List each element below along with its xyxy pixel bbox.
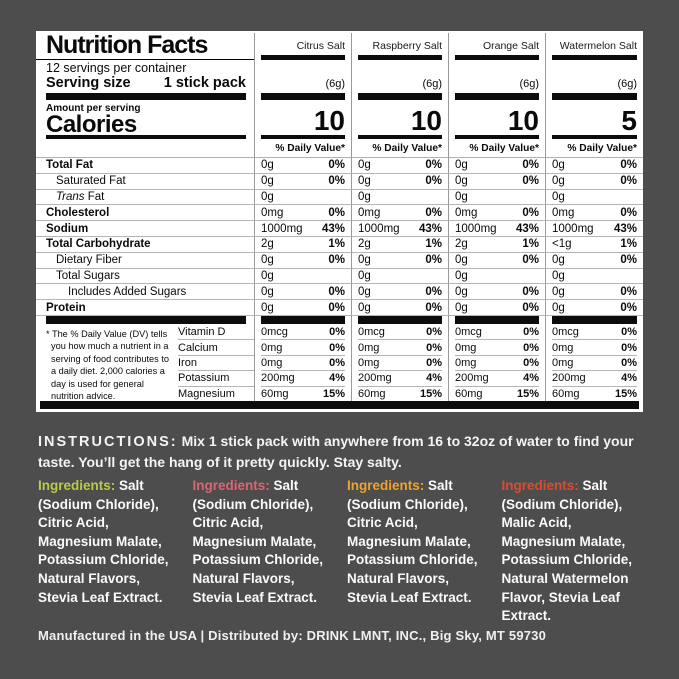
nutrient-percent: 1%	[328, 238, 345, 251]
vitamin-amount: 0mg	[261, 356, 283, 369]
nutrient-value-cell	[351, 284, 448, 300]
nutrient-value-cell	[545, 237, 643, 253]
serving-grams: (6g)	[519, 78, 539, 90]
vitamin-percent: 0%	[329, 341, 345, 354]
nutrient-amount: 0g	[261, 269, 274, 282]
vitamin-percent: 0%	[426, 326, 442, 339]
nutrient-value-cell	[254, 253, 351, 269]
daily-value-header: % Daily Value*	[372, 143, 442, 154]
vitamin-amount: 0mcg	[261, 326, 288, 339]
black-bar	[455, 93, 539, 100]
flavor-column-header	[254, 33, 351, 60]
nutrition-facts-panel	[36, 31, 643, 412]
nutrient-percent: 0%	[522, 159, 539, 172]
ingredient-column: Ingredients: Salt (Sodium Chloride), Malic Acid, Magnesium Malate, Potassium Chloride, Natural Watermelon Flavor, Stevia Leaf Extract.	[501, 478, 633, 624]
nutrient-amount: 0g	[261, 301, 274, 314]
calories-label: Calories	[46, 111, 137, 134]
nutrient-amount: 0g	[455, 285, 468, 298]
vitamin-amount: 60mg	[455, 387, 483, 400]
nutrient-percent: 0%	[425, 254, 442, 267]
nutrient-percent: 0%	[522, 254, 539, 267]
vitamin-label: Iron	[178, 356, 254, 371]
manufacturer-footer: Manufactured in the USA | Distributed by: DRINK LMNT, INC., Big Sky, MT 59730	[38, 628, 547, 643]
vitamin-amount: 0mcg	[358, 326, 385, 339]
daily-value-header-spacer	[36, 140, 254, 158]
ingredient-label: Ingredients:	[38, 478, 116, 493]
vitamin-value-row	[455, 340, 539, 355]
flavor-name: Citrus Salt	[296, 40, 345, 52]
ingredients-section	[38, 477, 642, 626]
nutrient-label: Saturated Fat	[36, 174, 254, 190]
vitamin-percent: 4%	[329, 372, 345, 385]
black-bar	[552, 135, 637, 139]
serving-info-cell	[36, 60, 254, 93]
nutrient-amount: 0g	[552, 254, 565, 267]
nutrient-amount: 0g	[261, 159, 274, 172]
nutrient-percent: 0%	[328, 285, 345, 298]
serving-size-value: 1 stick pack	[163, 75, 246, 91]
nutrient-value-cell	[448, 253, 545, 269]
calories-value: 10	[313, 105, 345, 134]
nutrient-percent: 43%	[515, 222, 539, 235]
nutrient-percent: 0%	[425, 206, 442, 219]
nutrient-percent: 1%	[522, 238, 539, 251]
nutrient-value-cell	[254, 300, 351, 316]
vitamin-value-row	[261, 325, 345, 340]
servings-per-container: 12 servings per container	[46, 61, 187, 75]
nutrient-row	[36, 205, 643, 221]
nutrient-amount: 2g	[455, 238, 468, 251]
nutrient-percent: 0%	[522, 206, 539, 219]
bar-cell	[545, 93, 643, 101]
bottom-bar	[40, 401, 639, 409]
nutrient-amount: 1000mg	[261, 222, 303, 235]
nutrient-value-cell	[448, 190, 545, 206]
nutrient-percent: 43%	[418, 222, 442, 235]
nutrient-value-cell	[545, 174, 643, 190]
flavor-column-header	[351, 33, 448, 60]
nutrient-amount: 1000mg	[358, 222, 400, 235]
vitamin-amount: 0mcg	[455, 326, 482, 339]
instructions-label: INSTRUCTIONS:	[38, 434, 178, 450]
black-bar	[455, 316, 539, 324]
flavor-calories-cell	[448, 101, 545, 134]
black-bar	[261, 135, 345, 139]
nutrient-label: Cholesterol	[36, 205, 254, 221]
vitamin-amount: 0mg	[455, 356, 477, 369]
nutrient-amount: 0g	[261, 285, 274, 298]
nutrient-percent: 0%	[425, 285, 442, 298]
daily-value-header: % Daily Value*	[567, 143, 637, 154]
vitamin-percent: 0%	[523, 326, 539, 339]
vitamin-percent: 0%	[426, 341, 442, 354]
vitamin-value-row	[552, 371, 637, 386]
daily-value-header-cell	[545, 140, 643, 158]
ingredient-column: Ingredients: Salt (Sodium Chloride), Citric Acid, Magnesium Malate, Potassium Chloride, Natural Flavors, Stevia Leaf Extract.	[192, 478, 324, 605]
vitamin-value-row	[358, 340, 442, 355]
black-bar	[46, 316, 246, 324]
vitamin-percent: 4%	[523, 372, 539, 385]
nutrient-amount: 1000mg	[455, 222, 497, 235]
nutrient-value-cell	[351, 237, 448, 253]
bar-cell	[545, 316, 643, 325]
vitamin-percent: 0%	[523, 341, 539, 354]
nutrient-row	[36, 158, 643, 174]
nutrient-value-cell	[545, 300, 643, 316]
divider-bar-row	[36, 93, 643, 101]
vitamin-value-row	[358, 371, 442, 386]
nutrition-facts-title: Nutrition Facts	[46, 33, 208, 59]
bar-cell	[254, 93, 351, 101]
vitamin-percent: 0%	[621, 356, 637, 369]
nutrient-amount: 2g	[358, 238, 371, 251]
vitamin-value-row	[455, 371, 539, 386]
black-bar	[552, 316, 637, 324]
ingredient-label: Ingredients:	[347, 478, 425, 493]
vitamin-percent: 0%	[329, 356, 345, 369]
vitamin-value-column	[351, 325, 448, 401]
nutrient-rows	[36, 158, 643, 316]
nutrient-amount: 0g	[358, 285, 371, 298]
nutrient-label: Protein	[36, 300, 254, 316]
vitamin-label: Calcium	[178, 340, 254, 355]
vitamin-percent: 0%	[426, 356, 442, 369]
vitamin-value-column	[254, 325, 351, 401]
nutrient-amount: 0g	[552, 190, 565, 203]
daily-value-header-cell	[254, 140, 351, 158]
vitamin-amount: 0mg	[552, 356, 574, 369]
vitamin-amount: 200mg	[552, 372, 586, 385]
nutrient-amount: 0g	[358, 190, 371, 203]
vitamin-value-row	[455, 387, 539, 401]
nutrient-percent: 0%	[620, 285, 637, 298]
flavor-calories-cell	[254, 101, 351, 134]
vitamin-amount: 0mg	[261, 341, 283, 354]
nutrient-value-cell	[351, 174, 448, 190]
bar-cell	[351, 316, 448, 325]
nutrient-row	[36, 190, 643, 206]
nutrient-amount: 0g	[455, 269, 468, 282]
vitamin-amount: 60mg	[552, 387, 580, 400]
nutrient-value-cell	[448, 221, 545, 237]
daily-value-header-cell	[448, 140, 545, 158]
nutrient-amount: 1000mg	[552, 222, 594, 235]
nutrient-percent: 0%	[328, 175, 345, 188]
daily-value-footnote: * The % Daily Value (DV) tells you how much a nutrient in a serving of food contributes to a daily diet. 2,000 calories a day is used for general nutrition advice.	[46, 328, 169, 401]
vitamin-value-row	[552, 387, 637, 401]
black-bar	[358, 316, 442, 324]
nutrient-value-cell	[545, 158, 643, 174]
nutrient-label: Total Carbohydrate	[36, 237, 254, 253]
vitamin-value-row	[552, 325, 637, 340]
flavor-grams-cell	[545, 60, 643, 93]
nutrient-label: Includes Added Sugars	[36, 284, 254, 300]
flavor-grams-cell	[351, 60, 448, 93]
vitamin-value-row	[261, 387, 345, 401]
black-bar	[358, 93, 442, 100]
nutrient-amount: 0g	[552, 269, 565, 282]
vitamin-amount: 0mg	[358, 356, 380, 369]
vitamin-amount: 0mg	[552, 341, 574, 354]
nutrient-percent: 0%	[328, 254, 345, 267]
flavor-name: Watermelon Salt	[559, 40, 637, 52]
nutrient-percent: 43%	[613, 222, 637, 235]
vitamin-value-row	[455, 356, 539, 371]
black-bar	[46, 135, 246, 139]
nutrient-percent: 0%	[620, 301, 637, 314]
vitamin-percent: 0%	[523, 356, 539, 369]
calories-row	[36, 101, 643, 134]
flavor-name: Raspberry Salt	[372, 40, 442, 52]
nutrient-amount: 0mg	[552, 206, 575, 219]
nutrient-percent: 0%	[620, 159, 637, 172]
nutrient-row	[36, 300, 643, 316]
nutrient-percent: 0%	[425, 159, 442, 172]
vitamin-amount: 0mg	[358, 341, 380, 354]
vitamin-names-column	[178, 325, 254, 401]
vitamin-label: Potassium	[178, 371, 254, 386]
nutrient-value-cell	[448, 205, 545, 221]
nutrient-value-cell	[351, 300, 448, 316]
flavor-column-header	[545, 33, 643, 60]
calories-value: 5	[621, 105, 637, 134]
nutrient-label: Total Sugars	[36, 269, 254, 285]
bar-cell	[36, 93, 254, 101]
nutrient-amount: 0g	[358, 175, 371, 188]
nutrient-percent: 0%	[620, 206, 637, 219]
panel-title-row	[36, 33, 643, 60]
vitamin-amount: 200mg	[358, 372, 392, 385]
vitamin-value-row	[552, 356, 637, 371]
flavor-name: Orange Salt	[482, 40, 539, 52]
nutrient-amount: 0g	[358, 159, 371, 172]
daily-value-header: % Daily Value*	[469, 143, 539, 154]
black-bar	[261, 316, 345, 324]
nutrient-value-cell	[448, 174, 545, 190]
vitamin-amount: 60mg	[261, 387, 289, 400]
vitamin-percent: 15%	[516, 387, 539, 400]
nutrient-percent: 0%	[620, 254, 637, 267]
flavor-calories-cell	[351, 101, 448, 134]
vitamins-label-cell	[36, 325, 254, 401]
bar-cell	[351, 93, 448, 101]
ingredient-column: Ingredients: Salt (Sodium Chloride), Citric Acid, Magnesium Malate, Potassium Chloride, Natural Flavors, Stevia Leaf Extract.	[38, 478, 169, 605]
nutrient-value-cell	[448, 269, 545, 285]
serving-grams: (6g)	[325, 78, 345, 90]
ingredient-label: Ingredients:	[501, 478, 579, 493]
bar-cell	[36, 316, 254, 325]
serving-grams: (6g)	[422, 78, 442, 90]
vitamin-amount: 200mg	[261, 372, 295, 385]
nutrient-value-cell	[448, 237, 545, 253]
black-bar	[552, 93, 637, 100]
nutrient-amount: 0mg	[358, 206, 381, 219]
ingredient-label: Ingredients:	[192, 478, 270, 493]
nutrient-row	[36, 253, 643, 269]
black-bar	[46, 93, 246, 100]
nutrient-value-cell	[545, 190, 643, 206]
vitamin-label: Vitamin D	[178, 325, 254, 340]
nutrient-value-cell	[351, 269, 448, 285]
black-bar	[358, 135, 442, 139]
nutrient-percent: 0%	[328, 301, 345, 314]
vitamin-value-row	[552, 340, 637, 355]
nutrient-label: Sodium	[36, 221, 254, 237]
nutrient-label: Trans Fat	[36, 190, 254, 206]
nutrient-value-cell	[545, 253, 643, 269]
nutrient-value-cell	[254, 158, 351, 174]
nutrient-label-italic: Trans	[56, 190, 85, 203]
vitamin-value-row	[261, 356, 345, 371]
vitamin-value-row	[261, 340, 345, 355]
nutrient-percent: 0%	[425, 175, 442, 188]
nutrient-value-cell	[545, 284, 643, 300]
nutrient-value-cell	[545, 269, 643, 285]
nutrient-percent: 0%	[620, 175, 637, 188]
nutrient-amount: 0g	[455, 190, 468, 203]
daily-value-header: % Daily Value*	[275, 143, 345, 154]
nutrient-percent: 0%	[425, 301, 442, 314]
nutrient-value-cell	[448, 300, 545, 316]
vitamin-value-row	[455, 325, 539, 340]
nutrient-percent: 0%	[522, 175, 539, 188]
nutrient-row	[36, 174, 643, 190]
nutrient-value-cell	[351, 221, 448, 237]
calories-value: 10	[410, 105, 442, 134]
nutrient-value-cell	[351, 190, 448, 206]
nutrient-amount: <1g	[552, 238, 572, 251]
nutrient-amount: 0g	[455, 159, 468, 172]
nutrient-amount: 0g	[261, 254, 274, 267]
nutrient-amount: 0g	[552, 301, 565, 314]
nutrient-amount: 0g	[358, 254, 371, 267]
nutrient-amount: 0g	[552, 159, 565, 172]
nutrient-value-cell	[448, 158, 545, 174]
vitamin-percent: 15%	[322, 387, 345, 400]
daily-value-header-cell	[351, 140, 448, 158]
nutrient-percent: 0%	[522, 301, 539, 314]
calories-value: 10	[507, 105, 539, 134]
bar-cell	[254, 316, 351, 325]
serving-grams: (6g)	[617, 78, 637, 90]
nutrient-label: Total Fat	[36, 158, 254, 174]
vitamin-value-column	[545, 325, 643, 401]
divider-bar-row	[36, 316, 643, 325]
vitamin-percent: 15%	[419, 387, 442, 400]
nutrient-label: Dietary Fiber	[36, 253, 254, 269]
vitamin-percent: 0%	[621, 341, 637, 354]
vitamin-percent: 15%	[614, 387, 637, 400]
black-bar	[455, 135, 539, 139]
amount-per-serving-label: Amount per serving	[46, 103, 141, 114]
nutrient-percent: 1%	[425, 238, 442, 251]
serving-size-label: Serving size	[46, 75, 131, 91]
nutrient-percent: 0%	[328, 159, 345, 172]
nutrient-percent: 43%	[321, 222, 345, 235]
ingredient-column: Ingredients: Salt (Sodium Chloride), Citric Acid, Magnesium Malate, Potassium Chloride, Natural Flavors, Stevia Leaf Extract.	[347, 478, 478, 605]
nutrient-amount: 0g	[455, 254, 468, 267]
serving-size-line	[46, 75, 246, 92]
nutrient-percent: 0%	[522, 285, 539, 298]
nutrient-amount: 0g	[261, 190, 274, 203]
nutrient-value-cell	[254, 284, 351, 300]
calories-label-cell	[36, 101, 254, 134]
nutrient-value-cell	[545, 205, 643, 221]
nutrient-value-cell	[254, 269, 351, 285]
vitamin-amount: 200mg	[455, 372, 489, 385]
nutrient-row	[36, 269, 643, 285]
nutrient-amount: 0mg	[261, 206, 284, 219]
daily-value-header-row	[36, 140, 643, 158]
vitamin-value-row	[358, 387, 442, 401]
vitamin-amount: 0mcg	[552, 326, 579, 339]
nutrient-amount: 0mg	[455, 206, 478, 219]
nutrient-value-cell	[351, 205, 448, 221]
nutrient-value-cell	[254, 221, 351, 237]
vitamin-label: Magnesium	[178, 387, 235, 400]
vitamin-value-row	[261, 371, 345, 386]
vitamin-value-row	[358, 325, 442, 340]
vitamins-section	[36, 325, 643, 401]
nutrient-amount: 0g	[261, 175, 274, 188]
vitamin-percent: 0%	[621, 326, 637, 339]
black-bar	[261, 93, 345, 100]
vitamin-percent: 0%	[329, 326, 345, 339]
nutrient-percent: 0%	[328, 206, 345, 219]
serving-info-row	[36, 60, 643, 93]
flavor-grams-cell	[448, 60, 545, 93]
nutrient-value-cell	[254, 237, 351, 253]
flavor-grams-cell	[254, 60, 351, 93]
nutrient-amount: 0g	[552, 175, 565, 188]
instructions-text: Mix 1 stick pack with anywhere from 16 to 32oz of water to find your taste. You’ll get the hang of it pretty quickly. Stay salty.	[38, 433, 634, 470]
nutrient-row	[36, 284, 643, 300]
flavor-column-header	[448, 33, 545, 60]
vitamin-amount: 60mg	[358, 387, 386, 400]
nutrient-value-cell	[448, 284, 545, 300]
nutrient-amount: 0g	[552, 285, 565, 298]
nutrient-value-cell	[254, 174, 351, 190]
vitamin-percent: 4%	[621, 372, 637, 385]
nutrient-value-cell	[254, 190, 351, 206]
vitamin-amount: 0mg	[455, 341, 477, 354]
nutrient-amount: 2g	[261, 238, 274, 251]
nutrient-value-cell	[351, 253, 448, 269]
nutrient-amount: 0g	[455, 175, 468, 188]
nutrient-value-cell	[351, 158, 448, 174]
nutrient-amount: 0g	[455, 301, 468, 314]
vitamin-percent: 4%	[426, 372, 442, 385]
bar-cell	[448, 93, 545, 101]
nutrition-facts-title-cell	[36, 33, 254, 60]
nutrient-value-cell	[545, 221, 643, 237]
instructions	[38, 431, 644, 472]
vitamin-value-column	[448, 325, 545, 401]
nutrient-row	[36, 221, 643, 237]
nutrient-amount: 0g	[358, 269, 371, 282]
nutrient-percent: 1%	[620, 238, 637, 251]
nutrient-row	[36, 237, 643, 253]
nutrient-amount: 0g	[358, 301, 371, 314]
flavor-calories-cell	[545, 101, 643, 134]
vitamin-value-row	[358, 356, 442, 371]
nutrient-value-cell	[254, 205, 351, 221]
bar-cell	[448, 316, 545, 325]
